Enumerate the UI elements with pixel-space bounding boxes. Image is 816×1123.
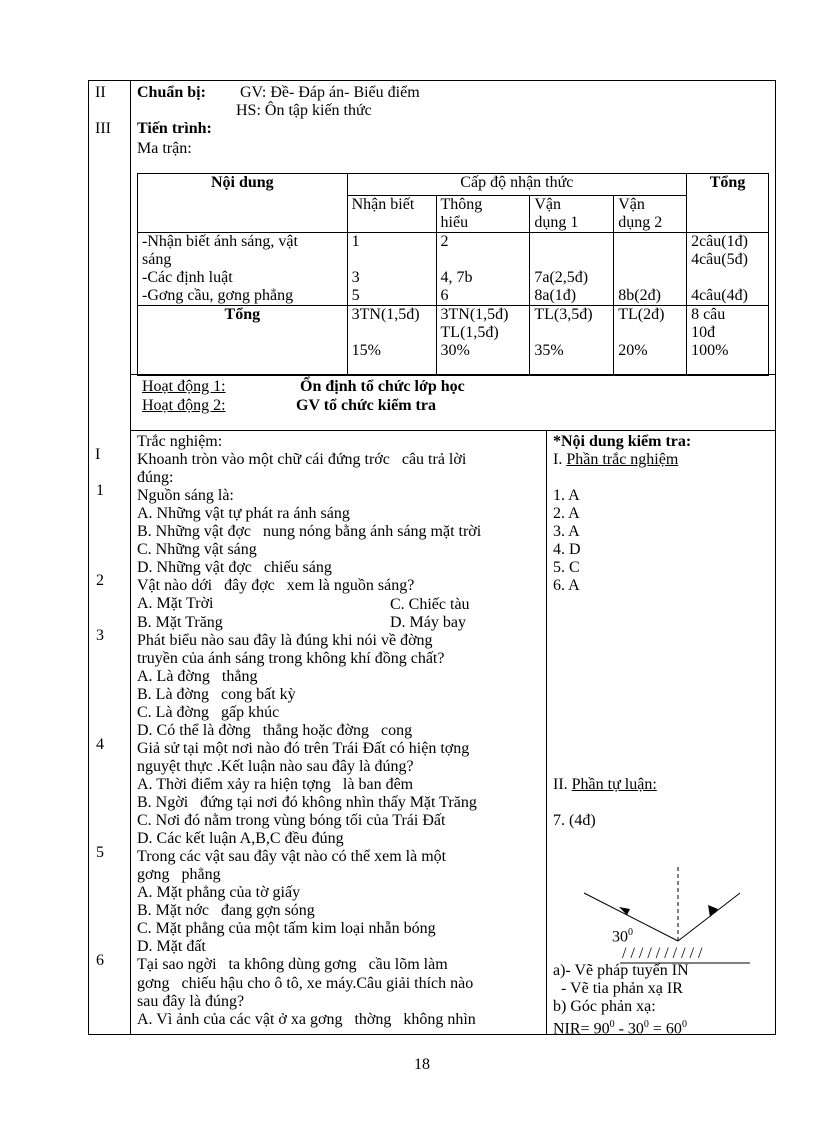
question-line: D. Các kết luận A,B,C đều đúng <box>137 830 344 848</box>
matrix-total-vd1: TL(3,5đ) 35% <box>530 306 614 376</box>
activities-bottom-divider <box>130 430 776 431</box>
matrix-header-total: Tổng <box>687 174 769 233</box>
matrix-total-total: 8 câu 10đ 100% <box>687 306 769 376</box>
matrix-content-cell: -Nhận biết ánh sáng, vật sáng -Các định luật -Gơng cầu, gơng phẳng <box>138 233 348 306</box>
question-line: B. Là đờng cong bất kỳ <box>137 685 296 703</box>
step-a2: - Vẽ tia phản xạ IR <box>553 980 683 997</box>
question-number: 1 <box>96 482 104 499</box>
question-line: A. Vì ảnh của các vật ở xa gơng thờng không nhìn <box>137 1010 476 1028</box>
question-line: C. Mặt phẳng của một tấm kim loại nhẵn bóng <box>137 920 436 938</box>
question-line: Giả sử tại một nơi nào đó trên Trái Đất có hiện tợng <box>137 739 470 757</box>
left-column-divider <box>130 80 131 1035</box>
roman-i: I <box>95 446 101 463</box>
q2-option-c: C. Chiếc tàu <box>390 596 470 613</box>
roman-iii: III <box>95 120 111 137</box>
question-line: A. Thời điểm xảy ra hiện tợng là ban đêm <box>137 775 414 793</box>
question-line: C. Là đờng gấp khúc <box>137 703 280 721</box>
question-line: A. Mặt phẳng của tờ giấy <box>137 884 301 902</box>
question-line: Nguồn sáng là: <box>137 487 234 505</box>
roman-ii: II <box>95 84 106 101</box>
question-line: D. Những vật đợc chiếu sáng <box>137 559 332 577</box>
step-b: b) Góc phản xạ: <box>553 998 656 1015</box>
matrix-header-vd1: Vận dụng 1 <box>530 196 614 233</box>
question-line: B. Những vật đợc nung nóng bằng ánh sáng mặt trời <box>137 523 482 541</box>
activity-1-text: Ổn định tổ chức lớp học <box>300 378 465 395</box>
question-number: 2 <box>96 572 104 589</box>
matrix-total-cell: 2câu(1đ) 4câu(5đ) 4câu(4đ) <box>687 233 769 306</box>
matrix-total-row <box>138 306 769 376</box>
answer-item: 3. A <box>553 523 580 540</box>
reflected-ray <box>678 893 740 941</box>
question-line: Khoanh tròn vào một chữ cái đứng trớc câu trả lời <box>137 451 467 469</box>
matrix-label: Ma trận: <box>137 140 192 157</box>
question-number: 6 <box>96 952 104 969</box>
question-line: gơng chiếu hậu cho ô tô, xe máy.Câu giải thích nào <box>137 974 474 992</box>
question-line: B. Mặt nớc đang gợn sóng <box>137 902 315 920</box>
question-line: B. Mặt Trăng <box>137 613 223 631</box>
part1-heading: I. Phần trắc nghiệm <box>553 451 679 468</box>
matrix-nb-cell: 1 3 5 <box>347 233 436 306</box>
step-a: a)- Vẽ pháp tuyến IN <box>553 962 689 979</box>
question-number: 4 <box>96 736 104 753</box>
activity-2-text: GV tổ chức kiểm tra <box>296 397 436 414</box>
answer-item: 6. A <box>553 577 580 594</box>
q2-option-d: D. Máy bay <box>390 614 466 631</box>
reflection-diagram <box>560 865 760 970</box>
question-line: Tại sao ngời ta không dùng gơng cầu lõm làm <box>137 956 448 974</box>
question-line: B. Ngời đứng tại nơi đó không nhìn thấy Mặt Trăng <box>137 794 477 811</box>
matrix-header-level: Cấp độ nhận thức <box>347 174 686 196</box>
prep-gv: GV: Đề- Đáp án- Biểu điểm <box>240 84 420 101</box>
answer-item: 1. A <box>553 487 580 504</box>
matrix-vd1-cell: 7a(2,5đ) 8a(1đ) <box>530 233 614 306</box>
knowledge-matrix-table <box>137 173 769 376</box>
matrix-total-vd2: TL(2đ) 20% <box>614 306 687 376</box>
matrix-body-row <box>138 233 769 306</box>
prep-hs: HS: Ôn tập kiến thức <box>236 102 372 119</box>
question-line: đúng: <box>137 469 174 487</box>
question-line: Trắc nghiệm: <box>137 433 223 450</box>
matrix-total-th: 3TN(1,5đ) TL(1,5đ) 30% <box>436 306 530 376</box>
answer-item: 4. D <box>553 541 581 558</box>
matrix-header-content: Nội dung <box>138 174 348 233</box>
question-line: D. Mặt đất <box>137 938 206 956</box>
matrix-vd2-cell: 8b(2đ) <box>614 233 687 306</box>
answer-item: 5. C <box>553 559 580 576</box>
activity-1-label: Hoạt động 1: <box>142 378 226 395</box>
question-line: A. Những vật tự phát ra ánh sáng <box>137 505 350 523</box>
activity-2-label: Hoạt động 2: <box>142 397 226 414</box>
question-line: truyền của ánh sáng trong không khí đồng chất? <box>137 649 445 667</box>
page-number: 18 <box>414 1056 430 1073</box>
question-line: nguyệt thực .Kết luận nào sau đây là đúng? <box>137 757 414 775</box>
question-number: 5 <box>96 844 104 861</box>
angle-label: $30^0$ <box>612 927 633 946</box>
question-line: sau đây là đúng? <box>137 992 245 1010</box>
matrix-header-th: Thông hiểu <box>436 196 530 233</box>
question-line: A. Mặt Trời <box>137 595 214 613</box>
matrix-th-cell: 2 4, 7b 6 <box>436 233 530 306</box>
question-number: 3 <box>96 627 104 644</box>
answers-title: *Nội dung kiểm tra: <box>553 433 692 450</box>
question-line: gơng phẳng <box>137 866 221 884</box>
matrix-header-vd2: Vận dụng 2 <box>614 196 687 233</box>
part2-heading: II. Phần tự luận: <box>553 776 657 793</box>
question-line: C. Nơi đó nằm trong vùng bóng tối của Trái Đất <box>137 812 446 830</box>
matrix-header-nb: Nhận biết <box>347 196 436 233</box>
q7-label: 7. (4đ) <box>553 812 596 829</box>
matrix-total-label: Tổng <box>138 306 348 376</box>
question-line: C. Những vật sáng <box>137 541 257 559</box>
question-line: D. Có thể là đờng thẳng hoặc đờng cong <box>137 721 413 739</box>
answer-column-divider <box>546 430 547 1035</box>
question-line: A. Là đờng thẳng <box>137 667 258 685</box>
question-line: Phát biểu nào sau đây là đúng khi nói về đờng <box>137 631 433 649</box>
calc-line: $NIR= 90^0 - 30^0 = 60^0$ <box>553 1019 687 1038</box>
mirror-hatching: / / / / / / / / / / <box>622 945 703 962</box>
answer-item: 2. A <box>553 505 580 522</box>
prep-label: Chuẩn bị: <box>137 84 206 101</box>
process-label: Tiến trình: <box>137 120 212 137</box>
question-line: Vật nào dới đây đợc xem là nguồn sáng? <box>137 577 415 595</box>
matrix-total-nb: 3TN(1,5đ) 15% <box>347 306 436 376</box>
question-line: Trong các vật sau đây vật nào có thể xem là một <box>137 848 447 866</box>
